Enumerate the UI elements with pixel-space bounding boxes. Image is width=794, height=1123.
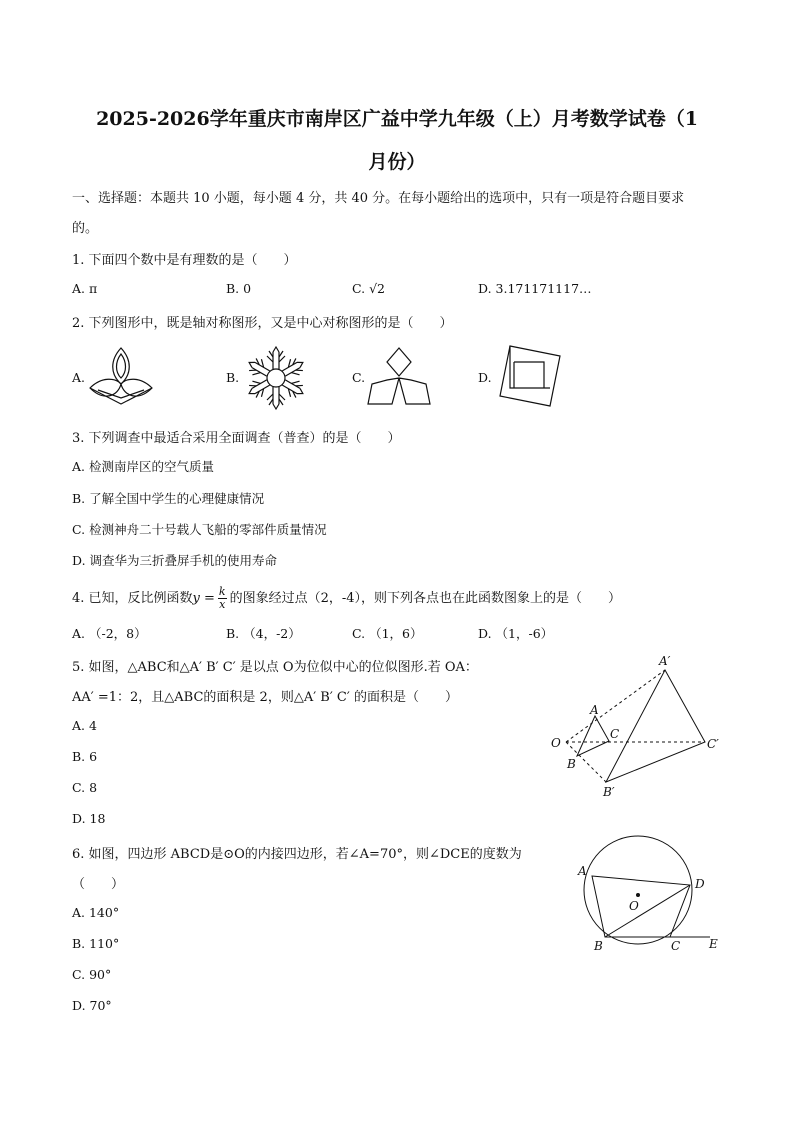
- question-4-stem: [72, 586, 621, 611]
- question-6-stem-line-1: 6. 如图，四边形 ABCD是⊙O的内接四边形，若∠A=70°，则∠DCE的度数为: [72, 847, 522, 862]
- question-3-option-a: A. 检测南岸区的空气质量: [72, 459, 214, 474]
- label-o: O: [551, 736, 561, 750]
- question-3-stem: 3. 下列调查中最适合采用全面调查（普查）的是（ ）: [72, 431, 401, 446]
- label-a-prime: A′: [659, 654, 671, 668]
- question-5-option-a: A. 4: [72, 718, 97, 733]
- figure-2c-three-rhombi: [366, 346, 432, 408]
- question-4-stem-suffix: 的图象经过点（2，-4），则下列各点也在此函数图象上的是（ ）: [229, 591, 622, 606]
- label-b: B: [567, 757, 576, 771]
- question-4-fraction: [218, 586, 227, 611]
- question-5-stem-line-2: AA′ =1：2，且△ABC的面积是 2，则△A′ B′ C′ 的面积是（ ）: [72, 690, 458, 705]
- question-3-option-b: B. 了解全国中学生的心理健康情况: [72, 491, 265, 506]
- question-5-option-b: B. 6: [72, 749, 98, 764]
- label-e: E: [709, 937, 718, 951]
- label-a: A: [590, 703, 599, 717]
- section-instructions-line-2: 的。: [72, 221, 99, 236]
- question-3-option-c: C. 检测神舟二十号载人飞船的零部件质量情况: [72, 522, 327, 537]
- question-6-option-a: A. 140°: [72, 905, 120, 920]
- label-d: D: [695, 877, 705, 891]
- question-6-stem-line-2: （ ）: [72, 877, 125, 892]
- figure-6-cyclic-quadrilateral: [570, 838, 730, 958]
- question-3-option-d: D. 调查华为三折叠屏手机的使用寿命: [72, 553, 278, 568]
- question-4-formula-lhs: y =: [192, 591, 215, 606]
- question-4-option-a: A. （-2，8）: [72, 626, 147, 641]
- figure-2b-snowflake: [240, 344, 312, 412]
- label-b: B: [594, 939, 603, 953]
- question-2-stem: 2. 下列图形中，既是轴对称图形，又是中心对称图形的是（ ）: [72, 316, 453, 331]
- question-1-option-a: A. π: [72, 281, 98, 296]
- question-1-option-b: B. 0: [226, 281, 252, 296]
- label-b-prime: B′: [603, 785, 615, 799]
- exam-title-line-1: 2025-2026学年重庆市南岸区广益中学九年级（上）月考数学试卷（1: [96, 108, 698, 130]
- label-c: C: [671, 939, 681, 953]
- label-c-prime: C′: [707, 737, 719, 751]
- label-o: O: [629, 899, 639, 913]
- figure-2d-nested-squares: [498, 344, 562, 412]
- center-dot: [636, 893, 640, 897]
- question-5-stem-line-1: 5. 如图，△ABC和△A′ B′ C′ 是以点 O为位似中心的位似图形.若 OA：: [72, 660, 478, 675]
- question-5-option-c: C. 8: [72, 780, 98, 795]
- question-4-fraction-denominator: x: [219, 598, 226, 611]
- question-6-option-c: C. 90°: [72, 967, 112, 982]
- question-2-option-c: C.: [352, 370, 366, 385]
- question-4-option-d: D. （1，-6）: [478, 626, 554, 641]
- figure-2a-knot-symbol: [88, 346, 154, 408]
- question-2-option-a: A.: [72, 370, 86, 385]
- question-4-option-c: C. （1，6）: [352, 626, 423, 641]
- question-6-option-d: D. 70°: [72, 998, 112, 1013]
- label-a: A: [578, 864, 587, 878]
- question-2-option-b: B.: [226, 370, 240, 385]
- exam-title-line-2: 月份）: [368, 151, 426, 173]
- section-instructions-line-1: 一、选择题：本题共 10 小题，每小题 4 分，共 40 分。在每小题给出的选项中，只有一项是符合题目要求: [72, 191, 685, 206]
- question-1-option-c: C. √2: [352, 281, 385, 296]
- question-4-option-b: B. （4，-2）: [226, 626, 301, 641]
- question-1-stem: 1. 下面四个数中是有理数的是（ ）: [72, 253, 297, 268]
- question-2-option-d: D.: [478, 370, 492, 385]
- question-1-option-d: D. 3.171171117…: [478, 281, 592, 296]
- question-4-fraction-numerator: k: [218, 585, 226, 598]
- question-6-option-b: B. 110°: [72, 936, 120, 951]
- question-5-option-d: D. 18: [72, 811, 106, 826]
- question-4-stem-prefix: 4. 已知，反比例函数: [72, 591, 193, 606]
- figure-5-homothety: [545, 650, 730, 800]
- label-c: C: [610, 727, 620, 741]
